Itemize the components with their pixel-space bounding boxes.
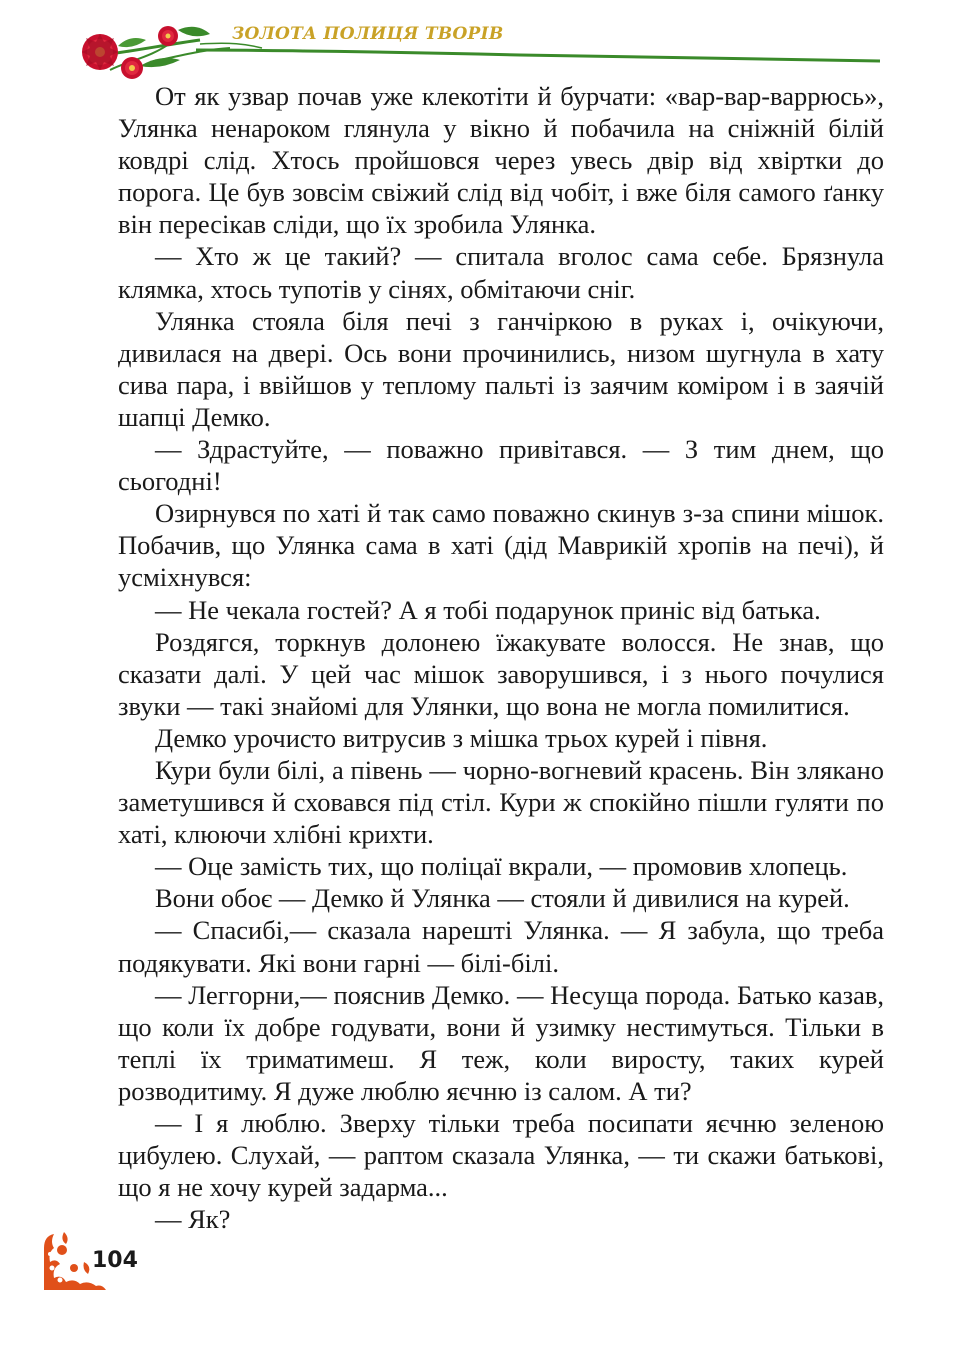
paragraph: Роздягся, торкнув долонею їжакувате волосся. Не знав, що сказати далі. У цей час мішок заворушився, і з нього почулися звуки — такі знайомі для Улянки, що вона не могла помилитися. bbox=[118, 626, 884, 721]
paragraph: — І я люблю. Зверху тільки треба посипати яєчню зеленою цибулею. Слухай, — раптом сказала Улянка, — ти скажи батькові, що я не хочу курей задарма... bbox=[118, 1108, 884, 1203]
flower-ornament-icon bbox=[0, 0, 963, 90]
paragraph: — Оце замість тих, що поліцаї вкрали, — промовив хлопець. bbox=[155, 851, 848, 882]
story-text bbox=[118, 80, 884, 1235]
paragraph: Демко урочисто витрусив з мішка трьох курей і півня. bbox=[155, 722, 768, 753]
paragraph: От як узвар почав уже клекотіти й бурчати: «вар-вар-варрюсь», Улянка ненароком глянула у вікно й побачила на сніжній білій ковдрі слід. Хтось пройшовся через увесь двір від хвіртки до порога. Це був зовсім свіжий слід від чобіт, і вже біля самого ґанку він пересікав сліди, що їх зробила Улянка. bbox=[118, 81, 884, 240]
paragraph: — Хто ж це такий? — спитала вголос сама себе. Брязнула клямка, хтось тупотів у сінях, обмітаючи сніг. bbox=[118, 241, 884, 304]
paragraph: — Здрастуйте, — поважно привітався. — З тим днем, що сьогодні! bbox=[118, 434, 884, 497]
paragraph: Вони обоє — Демко й Улянка — стояли й дивилися на курей. bbox=[155, 883, 850, 914]
paragraph: — Не чекала гостей? А я тобі подарунок приніс від батька. bbox=[155, 594, 821, 625]
header-title: ЗОЛОТА ПОЛИЦЯ ТВОРІВ bbox=[232, 24, 504, 44]
paragraph: Улянка стояла біля печі з ганчіркою в руках і, очікуючи, дивилася на двері. Ось вони прочинились, низом шугнула в хату сива пара, і ввійшов у теплому пальті із заячим коміром і в заячій шапці Демко. bbox=[118, 305, 884, 432]
page-number: 104 bbox=[92, 1248, 138, 1273]
paragraph: Кури були білі, а півень — чорно-вогневий красень. Він злякано заметушився й сховався під стіл. Кури ж спокійно пішли гуляти по хаті, клюючи хлібні крихти. bbox=[118, 754, 884, 850]
paragraph: Озирнувся по хаті й так само поважно скинув з-за спини мішок. Побачив, що Улянка сама в хаті (дід Маврикій хропів на печі), й усміхнувся: bbox=[118, 498, 884, 593]
paragraph: — Леггорни,— пояснив Демко. — Несуща порода. Батько казав, що коли їх добре годувати, вони й узимку нестимуться. Тільки в теплі їх триматимеш. Я теж, коли виросту, таких курей розводитиму. Я дуже люблю яєчню із салом. А ти? bbox=[118, 979, 884, 1106]
page-header bbox=[0, 0, 963, 90]
paragraph: — Як? bbox=[155, 1204, 231, 1235]
paragraph: — Спасибі,— сказала нарешті Улянка. — Я забула, що треба подякувати. Які вони гарні — білі-білі. bbox=[118, 915, 884, 978]
